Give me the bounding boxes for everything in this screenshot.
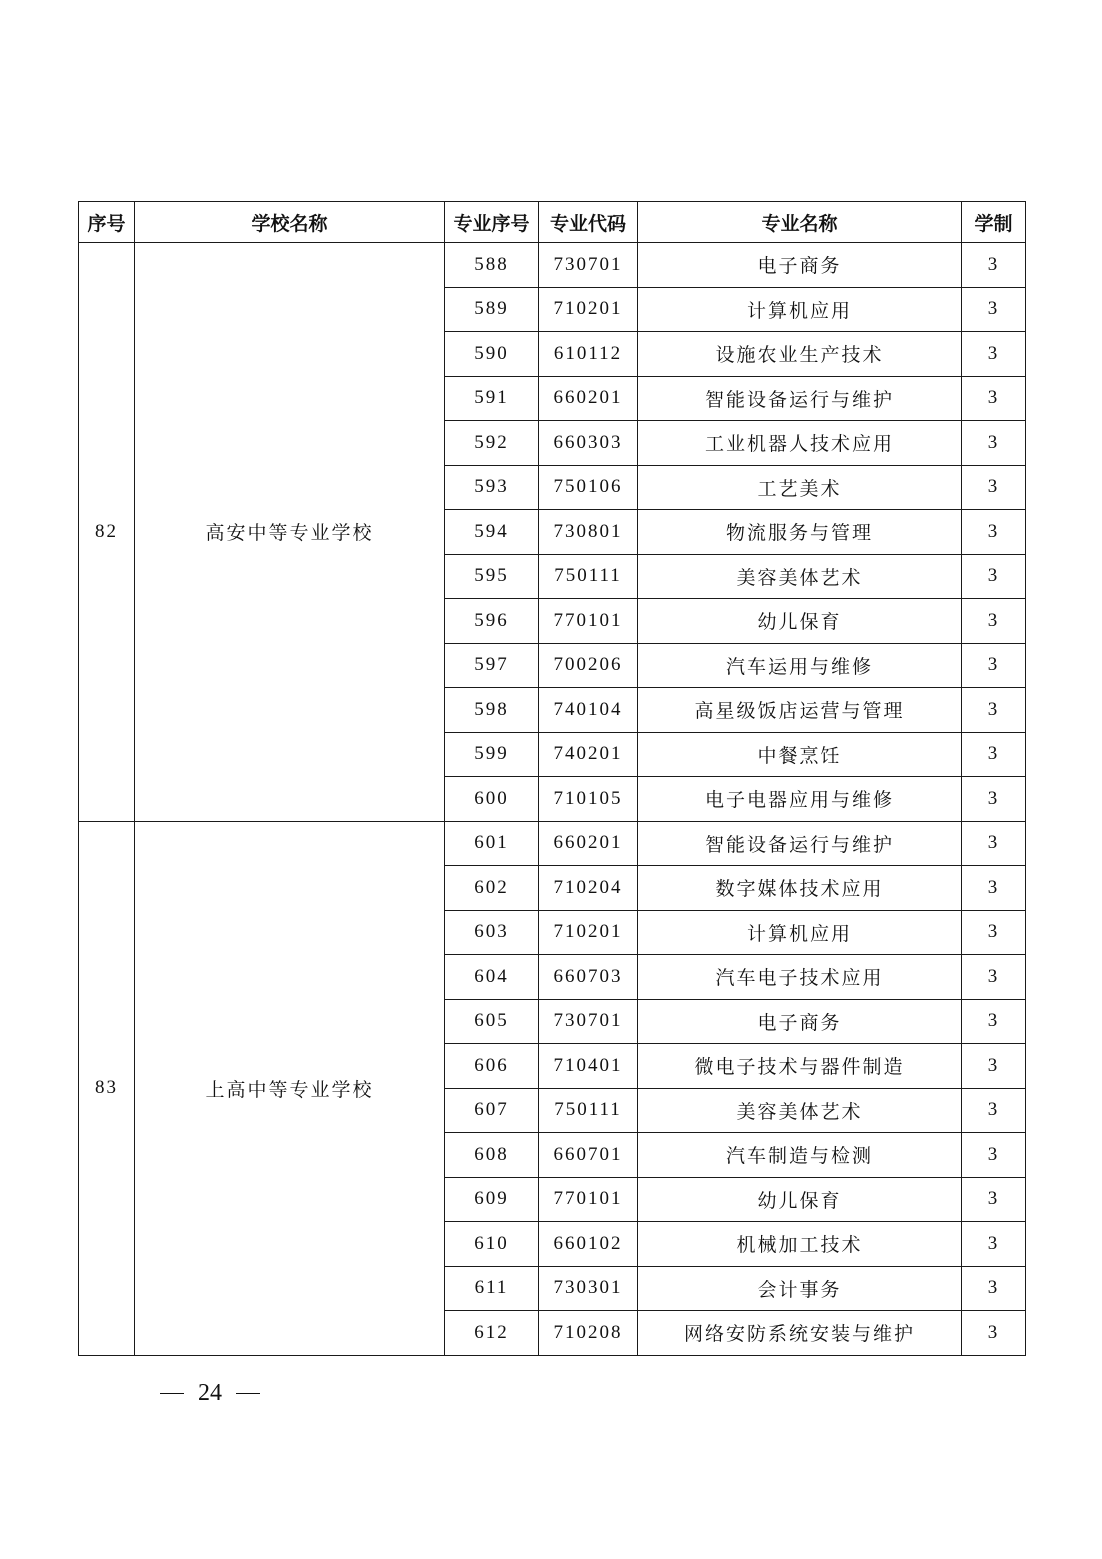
cell-duration: 3 [962,421,1026,466]
cell-duration: 3 [962,821,1026,866]
cell-major-seq: 594 [445,510,539,555]
cell-major-name: 工业机器人技术应用 [638,421,962,466]
cell-major-seq: 588 [445,243,539,288]
cell-school-seq: 82 [79,243,135,822]
cell-major-name: 物流服务与管理 [638,510,962,555]
cell-major-name: 电子商务 [638,999,962,1044]
cell-major-seq: 609 [445,1177,539,1222]
cell-major-seq: 597 [445,643,539,688]
cell-major-seq: 595 [445,554,539,599]
cell-major-seq: 596 [445,599,539,644]
cell-major-code: 770101 [539,599,638,644]
cell-major-code: 730301 [539,1266,638,1311]
table-row [79,821,1026,866]
cell-major-name: 计算机应用 [638,287,962,332]
cell-major-code: 710208 [539,1311,638,1356]
cell-major-code: 710204 [539,866,638,911]
cell-duration: 3 [962,777,1026,822]
cell-major-code: 610112 [539,332,638,377]
cell-duration: 3 [962,465,1026,510]
cell-major-name: 高星级饭店运营与管理 [638,688,962,733]
cell-major-code: 740104 [539,688,638,733]
cell-major-name: 美容美体艺术 [638,554,962,599]
cell-major-name: 美容美体艺术 [638,1088,962,1133]
footer-dash-left [160,1393,184,1395]
cell-duration: 3 [962,1222,1026,1267]
cell-major-code: 660102 [539,1222,638,1267]
cell-major-code: 700206 [539,643,638,688]
cell-major-name: 汽车电子技术应用 [638,955,962,1000]
cell-major-name: 机械加工技术 [638,1222,962,1267]
header-seq: 序号 [79,202,135,243]
cell-major-code: 710105 [539,777,638,822]
cell-duration: 3 [962,732,1026,777]
cell-duration: 3 [962,287,1026,332]
cell-major-code: 750111 [539,1088,638,1133]
cell-major-seq: 610 [445,1222,539,1267]
cell-duration: 3 [962,1311,1026,1356]
cell-duration: 3 [962,1044,1026,1089]
cell-major-code: 710401 [539,1044,638,1089]
cell-major-code: 750106 [539,465,638,510]
cell-school-name: 高安中等专业学校 [135,243,445,822]
cell-major-seq: 605 [445,999,539,1044]
cell-duration: 3 [962,910,1026,955]
cell-major-name: 智能设备运行与维护 [638,376,962,421]
cell-duration: 3 [962,332,1026,377]
page-footer [160,1380,260,1407]
cell-major-code: 740201 [539,732,638,777]
header-major-code: 专业代码 [539,202,638,243]
cell-duration: 3 [962,1177,1026,1222]
table-header-row [79,202,1026,243]
table-row [79,243,1026,288]
cell-major-code: 660201 [539,821,638,866]
cell-duration: 3 [962,688,1026,733]
cell-major-code: 710201 [539,287,638,332]
cell-major-seq: 602 [445,866,539,911]
cell-duration: 3 [962,554,1026,599]
cell-school-name: 上高中等专业学校 [135,821,445,1355]
cell-major-name: 计算机应用 [638,910,962,955]
cell-major-name: 电子电器应用与维修 [638,777,962,822]
cell-major-seq: 600 [445,777,539,822]
cell-duration: 3 [962,643,1026,688]
cell-major-name: 会计事务 [638,1266,962,1311]
cell-major-name: 数字媒体技术应用 [638,866,962,911]
cell-major-name: 工艺美术 [638,465,962,510]
cell-major-seq: 611 [445,1266,539,1311]
cell-major-code: 660703 [539,955,638,1000]
cell-major-seq: 604 [445,955,539,1000]
cell-major-name: 幼儿保育 [638,1177,962,1222]
cell-major-seq: 607 [445,1088,539,1133]
cell-major-code: 710201 [539,910,638,955]
cell-major-name: 汽车运用与维修 [638,643,962,688]
cell-major-code: 660201 [539,376,638,421]
cell-major-seq: 591 [445,376,539,421]
cell-major-code: 770101 [539,1177,638,1222]
cell-major-seq: 592 [445,421,539,466]
header-school-name: 学校名称 [135,202,445,243]
cell-major-seq: 589 [445,287,539,332]
cell-major-seq: 598 [445,688,539,733]
cell-major-code: 730801 [539,510,638,555]
cell-major-name: 汽车制造与检测 [638,1133,962,1178]
header-major-seq: 专业序号 [445,202,539,243]
cell-major-seq: 590 [445,332,539,377]
cell-major-seq: 608 [445,1133,539,1178]
cell-duration: 3 [962,999,1026,1044]
table-body [79,243,1026,1356]
cell-major-name: 设施农业生产技术 [638,332,962,377]
cell-major-seq: 606 [445,1044,539,1089]
cell-major-code: 660303 [539,421,638,466]
header-major-name: 专业名称 [638,202,962,243]
cell-major-name: 电子商务 [638,243,962,288]
cell-duration: 3 [962,1133,1026,1178]
cell-major-code: 750111 [539,554,638,599]
cell-duration: 3 [962,866,1026,911]
cell-major-code: 730701 [539,243,638,288]
cell-duration: 3 [962,599,1026,644]
cell-duration: 3 [962,1088,1026,1133]
cell-major-name: 智能设备运行与维护 [638,821,962,866]
cell-duration: 3 [962,1266,1026,1311]
page-number: 24 [198,1380,222,1406]
cell-duration: 3 [962,376,1026,421]
cell-major-seq: 599 [445,732,539,777]
cell-major-name: 中餐烹饪 [638,732,962,777]
majors-table [78,201,1026,1356]
cell-major-seq: 601 [445,821,539,866]
cell-duration: 3 [962,510,1026,555]
cell-major-name: 幼儿保育 [638,599,962,644]
cell-major-seq: 593 [445,465,539,510]
cell-duration: 3 [962,243,1026,288]
cell-major-seq: 612 [445,1311,539,1356]
cell-major-code: 730701 [539,999,638,1044]
cell-duration: 3 [962,955,1026,1000]
cell-school-seq: 83 [79,821,135,1355]
header-duration: 学制 [962,202,1026,243]
cell-major-name: 网络安防系统安装与维护 [638,1311,962,1356]
cell-major-seq: 603 [445,910,539,955]
cell-major-name: 微电子技术与器件制造 [638,1044,962,1089]
cell-major-code: 660701 [539,1133,638,1178]
footer-dash-right [236,1393,260,1395]
